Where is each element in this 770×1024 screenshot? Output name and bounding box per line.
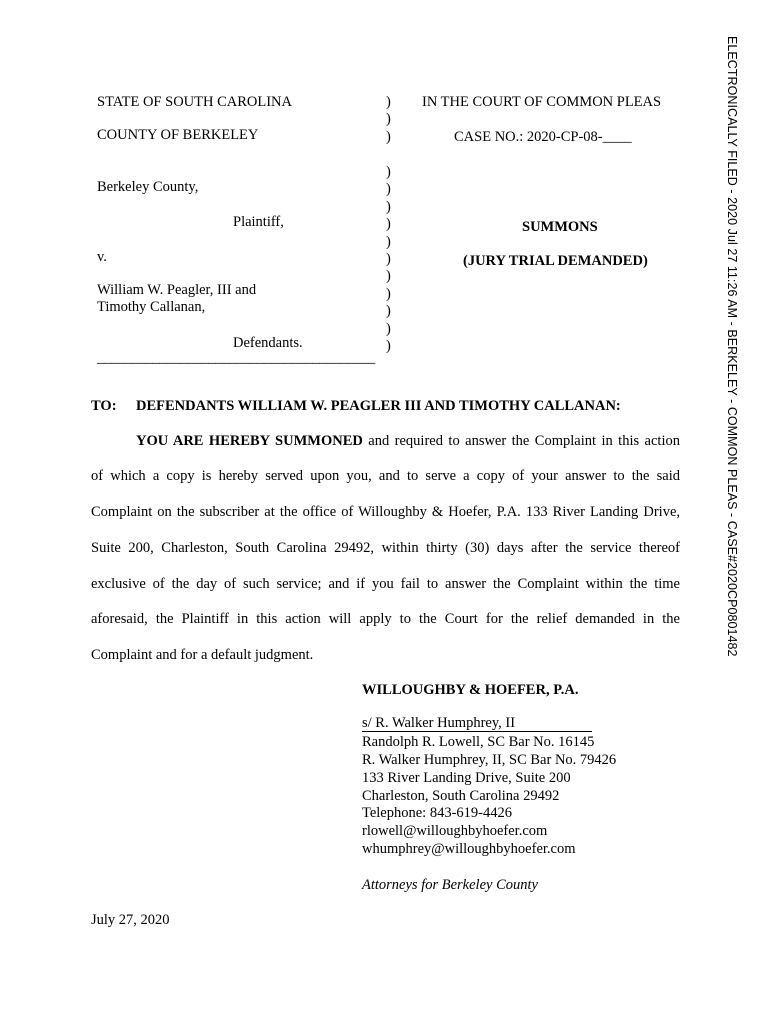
body-first-line-rest: and required to answer the Complaint in this action [362,433,680,449]
defendant-line-2: Timothy Callanan, [97,299,206,315]
paren: ) [386,285,391,302]
firm-city: Charleston, South Carolina 29492 [362,788,560,804]
paren: ) [386,320,391,337]
body-line: aforesaid, the Plaintiff in this action will apply to the Court for the relief demanded in the [91,611,680,627]
plaintiff-role: Plaintiff, [233,214,284,230]
caption-parentheses [386,94,396,356]
body-line: exclusive of the day of such service; and if you fail to answer the Complaint within the time [91,576,680,592]
paren: ) [386,216,391,233]
to-recipients: DEFENDANTS WILLIAM W. PEAGLER III AND TIMOTHY CALLANAN: [136,398,621,414]
paren: ) [386,94,391,110]
body-line: of which a copy is hereby served upon you, and to serve a copy of your answer to the said [91,468,680,484]
caption-separator: ________________________________________ [97,350,376,366]
defendant-line-1: William W. Peagler, III and [97,282,257,298]
paren: ) [386,303,391,320]
county-label: COUNTY OF BERKELEY [97,127,259,143]
case-number: CASE NO.: 2020-CP-08-____ [454,129,632,145]
paren: ) [386,198,391,215]
plaintiff-name: Berkeley County, [97,179,199,195]
body-first-line [136,433,680,450]
body-line: Suite 200, Charleston, South Carolina 29492, within thirty (30) days after the service thereof [91,540,680,556]
to-label: TO: [91,398,117,414]
electronic-filing-stamp: ELECTRONICALLY FILED - 2020 Jul 27 11:26 AM - BERKELEY - COMMON PLEAS - CASE#2020CP0801482 [725,36,739,657]
firm-address: 133 River Landing Drive, Suite 200 [362,770,571,786]
paren: ) [386,268,391,285]
state-label: STATE OF SOUTH CAROLINA [97,94,292,110]
paren: ) [386,163,391,180]
firm-name: WILLOUGHBY & HOEFER, P.A. [362,682,579,698]
paren: ) [386,111,391,128]
summons-lead: YOU ARE HEREBY SUMMONED [136,433,363,449]
court-label: IN THE COURT OF COMMON PLEAS [422,94,662,110]
paren: ) [386,128,391,145]
paren: ) [386,338,391,355]
defendant-role: Defendants. [233,335,303,351]
versus-label: v. [97,249,107,265]
firm-telephone: Telephone: 843-619-4426 [362,805,512,821]
attorneys-for: Attorneys for Berkeley County [362,877,538,893]
jury-demand: (JURY TRIAL DEMANDED) [463,253,648,269]
paren: ) [386,181,391,198]
signature-line: s/ R. Walker Humphrey, II [362,715,592,732]
attorney-1: Randolph R. Lowell, SC Bar No. 16145 [362,734,595,750]
paren: ) [386,250,391,267]
document-date: July 27, 2020 [91,912,170,928]
paren: ) [386,233,391,250]
email-lowell: rlowell@willoughbyhoefer.com [362,823,548,839]
body-last-line: Complaint and for a default judgment. [91,647,314,663]
document-title: SUMMONS [522,219,598,235]
email-humphrey: whumphrey@willoughbyhoefer.com [362,841,576,857]
body-line: Complaint on the subscriber at the office of Willoughby & Hoefer, P.A. 133 River Landing Drive, [91,504,680,520]
attorney-2: R. Walker Humphrey, II, SC Bar No. 79426 [362,752,617,768]
